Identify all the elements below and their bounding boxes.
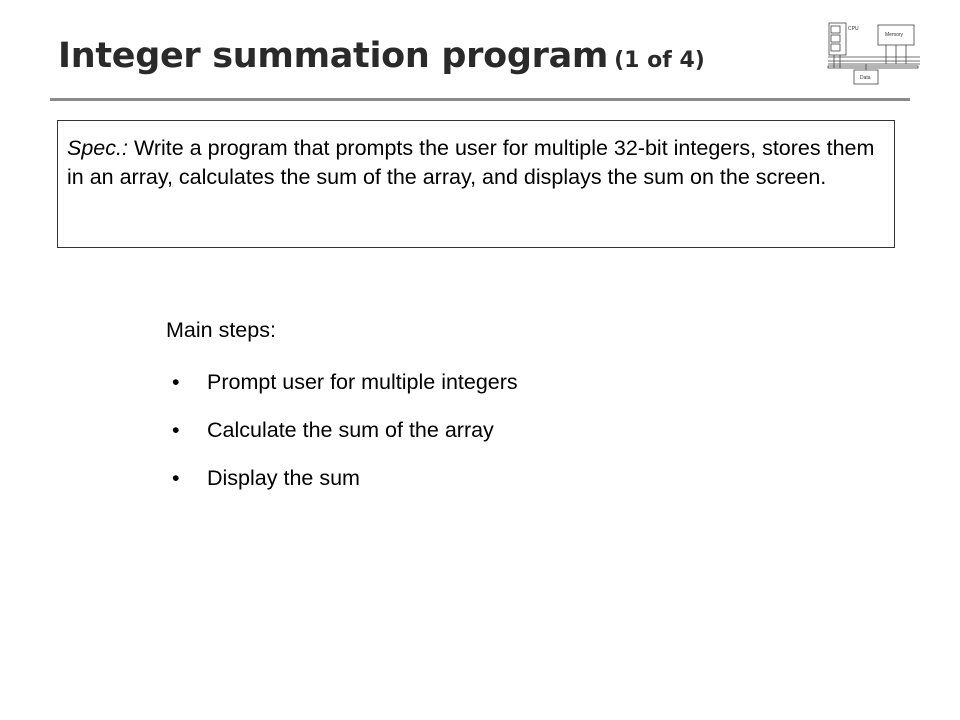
- step-text: Calculate the sum of the array: [207, 418, 494, 442]
- spec-label: Spec.:: [67, 136, 128, 160]
- computer-architecture-diagram-icon: [826, 20, 922, 90]
- list-item: [166, 369, 518, 395]
- slide-title: [58, 36, 705, 76]
- title-divider: [50, 98, 910, 101]
- diagram-cpu-box: [829, 23, 846, 55]
- spec-text: Write a program that prompts the user for multiple 32-bit integers, stores them in an array, calculates the sum of the array, and displays the sum on the screen.: [67, 136, 875, 189]
- bullet-icon: •: [172, 370, 180, 394]
- main-steps: [166, 318, 518, 513]
- bullet-icon: •: [172, 466, 180, 490]
- diagram-graphic: [826, 20, 922, 90]
- step-text: Prompt user for multiple integers: [207, 370, 518, 394]
- list-item: [166, 465, 518, 491]
- slide-title-suffix: (1 of 4): [614, 48, 705, 73]
- list-item: [166, 417, 518, 443]
- diagram-memory-label: Memory: [885, 32, 904, 38]
- bullet-icon: •: [172, 418, 180, 442]
- diagram-io-label: Data: [860, 75, 871, 81]
- step-text: Display the sum: [207, 466, 360, 490]
- diagram-cpu-label: CPU: [848, 26, 859, 32]
- spec-box: [57, 120, 895, 248]
- slide-title-text: Integer summation program: [58, 36, 609, 76]
- steps-heading: Main steps:: [166, 318, 276, 342]
